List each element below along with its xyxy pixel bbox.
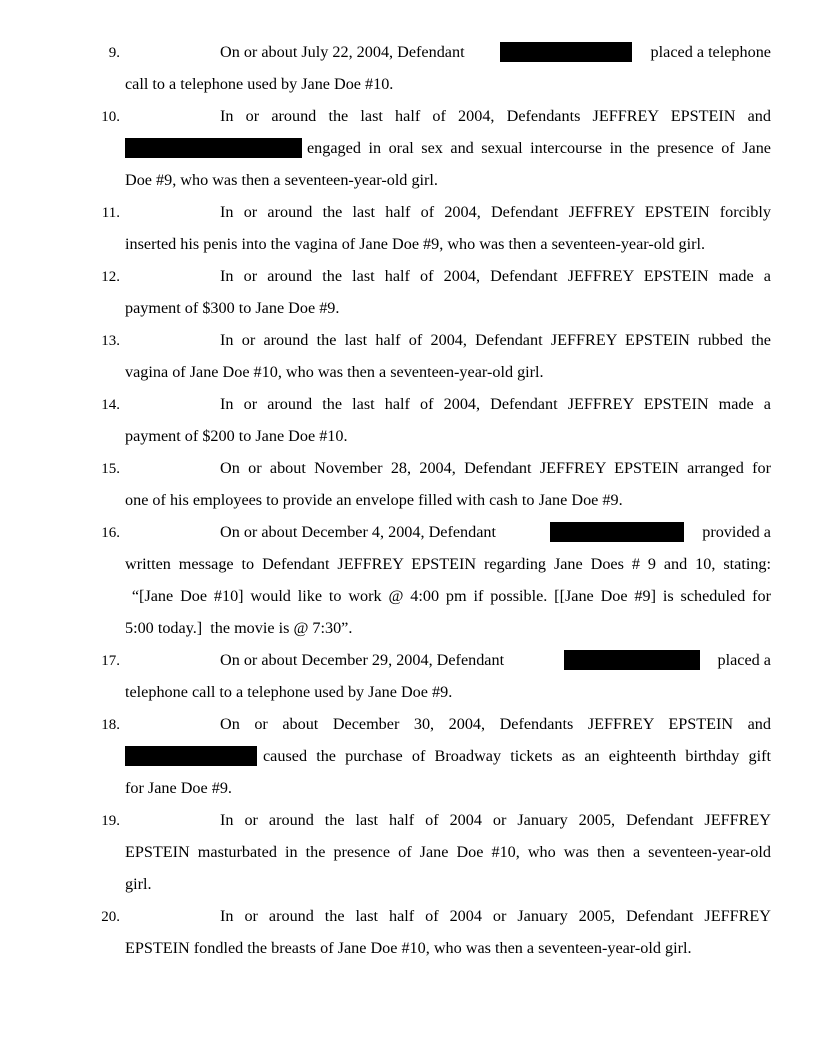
paragraph-line: written message to Defendant JEFFREY EPSTEIN regarding Jane Does # 9 and 10, stating:	[125, 555, 771, 573]
paragraph-line: On or about November 28, 2004, Defendant JEFFREY EPSTEIN arranged for	[220, 459, 771, 477]
paragraph-line: for Jane Doe #9.	[125, 779, 232, 797]
paragraph-line: one of his employees to provide an envelope filled with cash to Jane Doe #9.	[125, 491, 623, 509]
line-text: On or about July 22, 2004, Defendant	[220, 43, 465, 61]
redaction-box	[125, 746, 257, 766]
paragraph-number: 20.	[101, 909, 120, 925]
paragraph-line: “[Jane Doe #10] would like to work @ 4:00 pm if possible. [[Jane Doe #9] is scheduled for	[125, 587, 771, 605]
paragraph-line: inserted his penis into the vagina of Jane Doe #9, who was then a seventeen-year-old girl.	[125, 235, 706, 253]
paragraph-number: 15.	[101, 461, 120, 477]
paragraph-line	[220, 644, 771, 676]
paragraph-line	[220, 516, 771, 548]
paragraph-number: 19.	[101, 813, 120, 829]
paragraph-number: 12.	[101, 269, 120, 285]
paragraph-number: 18.	[101, 717, 120, 733]
paragraph-line: In or around the last half of 2004 or January 2005, Defendant JEFFREY	[220, 811, 771, 829]
paragraph-number: 9.	[108, 45, 120, 61]
paragraph-number: 17.	[101, 653, 120, 669]
paragraph-line: vagina of Jane Doe #10, who was then a seventeen-year-old girl.	[125, 363, 544, 381]
paragraph-line	[125, 132, 771, 164]
paragraph-line: payment of $200 to Jane Doe #10.	[125, 427, 348, 445]
paragraph-line: call to a telephone used by Jane Doe #10.	[125, 75, 394, 93]
paragraph-line: girl.	[125, 875, 152, 893]
redaction-box	[564, 650, 700, 670]
paragraph-line: EPSTEIN fondled the breasts of Jane Doe #10, who was then a seventeen-year-old girl.	[125, 939, 692, 957]
paragraph-line: In or around the last half of 2004 or January 2005, Defendant JEFFREY	[220, 907, 771, 925]
line-text: placed a	[717, 651, 771, 669]
paragraph-number: 16.	[101, 525, 120, 541]
redaction-box	[550, 522, 684, 542]
line-text: On or about December 29, 2004, Defendant	[220, 651, 505, 669]
line-text: placed a telephone	[650, 43, 771, 61]
paragraph-number: 14.	[101, 397, 120, 413]
paragraph-line: In or around the last half of 2004, Defendant JEFFREY EPSTEIN rubbed the	[220, 331, 771, 349]
paragraph-line: In or around the last half of 2004, Defendant JEFFREY EPSTEIN made a	[220, 395, 771, 413]
paragraph-line: telephone call to a telephone used by Jane Doe #9.	[125, 683, 453, 701]
redaction-box	[500, 42, 632, 62]
paragraph-line	[125, 740, 771, 772]
paragraph-number: 10.	[101, 109, 120, 125]
paragraph-line: Doe #9, who was then a seventeen-year-old girl.	[125, 171, 438, 189]
paragraph-line	[220, 36, 771, 68]
paragraph-line: In or around the last half of 2004, Defendant JEFFREY EPSTEIN made a	[220, 267, 771, 285]
paragraph-line: payment of $300 to Jane Doe #9.	[125, 299, 340, 317]
line-text: On or about December 4, 2004, Defendant	[220, 523, 496, 541]
line-text: engaged in oral sex and sexual intercourse in the presence of Jane	[307, 139, 771, 157]
line-text: caused the purchase of Broadway tickets as an eighteenth birthday gift	[263, 747, 771, 765]
paragraph-line: EPSTEIN masturbated in the presence of Jane Doe #10, who was then a seventeen-year-old	[125, 843, 771, 861]
line-text: provided a	[702, 523, 771, 541]
paragraph-line: In or around the last half of 2004, Defendants JEFFREY EPSTEIN and	[220, 107, 771, 125]
paragraph-number: 11.	[101, 205, 120, 221]
paragraph-line: On or about December 30, 2004, Defendants JEFFREY EPSTEIN and	[220, 715, 771, 733]
redaction-box	[125, 138, 302, 158]
paragraph-line: In or around the last half of 2004, Defendant JEFFREY EPSTEIN forcibly	[220, 203, 771, 221]
paragraph-line: 5:00 today.] the movie is @ 7:30”.	[125, 619, 353, 637]
paragraph-number: 13.	[101, 333, 120, 349]
